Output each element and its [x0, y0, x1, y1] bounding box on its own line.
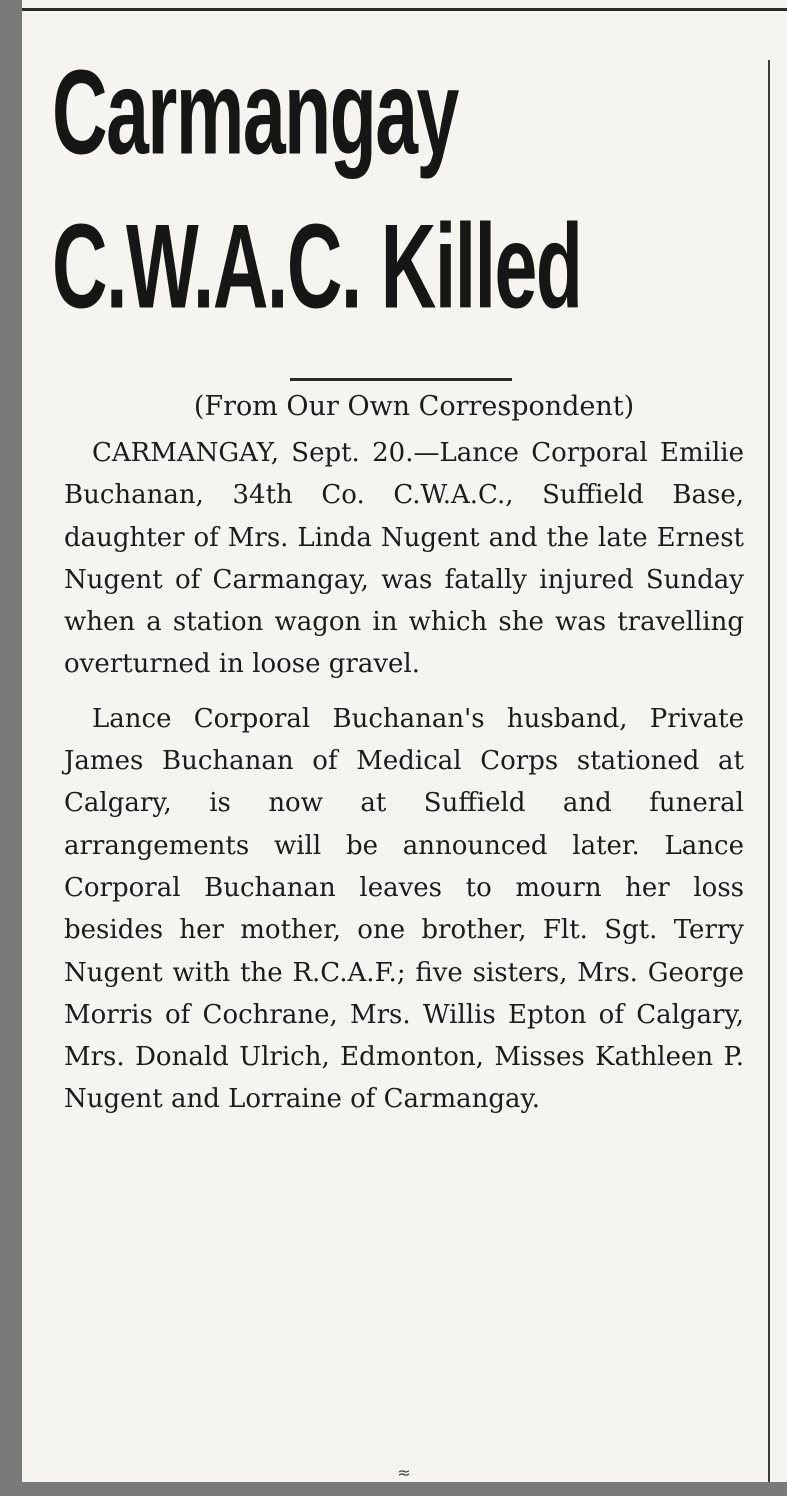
article-paragraph-2: Lance Corporal Buchanan's husband, Private James Buchanan of Medical Corps stationed at Calgary, is now at Suffield and funeral arrangements will be announced later. Lance Corporal Buchanan leaves to mourn her loss besides her mother, one brother, Flt. Sgt. Terry Nugent with the R.C.A.F.; five sisters, Mrs. George Morris of Cochrane, Mrs. Willis Epton of Calgary, Mrs. Donald Ulrich, Edmonton, Misses Kathleen P. Nugent and Lorraine of Carmangay.	[64, 703, 744, 1115]
column-rule	[768, 60, 770, 1482]
newspaper-clipping	[22, 0, 787, 1482]
headline-line-2: C.W.A.C. Killed	[52, 200, 582, 334]
article-paragraph-1: CARMANGAY, Sept. 20.—Lance Corporal Emilie Buchanan, 34th Co. C.W.A.C., Suffield Base, daughter of Mrs. Linda Nugent and the late Ernest Nugent of Carmangay, was fatally injured Sunday when a station wagon in which she was travelling overturned in loose gravel.	[64, 438, 744, 680]
end-mark: ≈	[397, 1466, 411, 1480]
top-rule	[22, 8, 787, 11]
article-body	[64, 432, 744, 1121]
byline: (From Our Own Correspondent)	[193, 391, 635, 422]
headline-line-1: Carmangay	[52, 46, 458, 180]
headline-divider	[290, 378, 512, 381]
